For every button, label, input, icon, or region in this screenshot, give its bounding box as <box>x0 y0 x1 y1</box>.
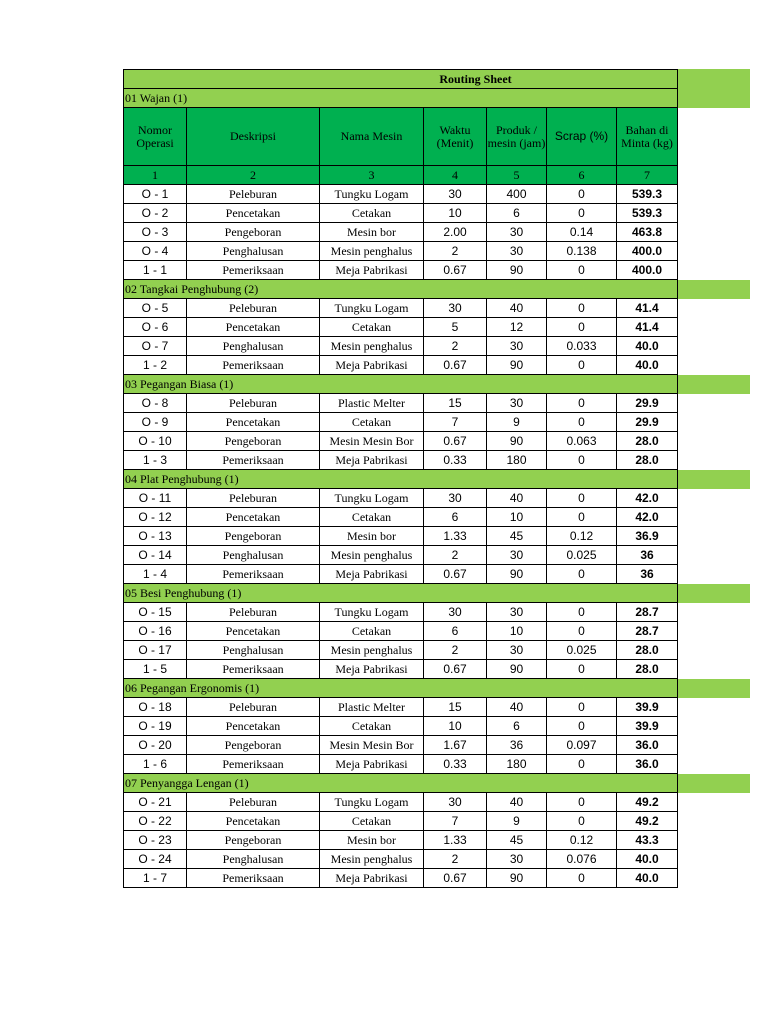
header-produk-mesin: Produk / mesin (jam) <box>487 108 547 166</box>
cell-bahan: 41.4 <box>617 318 678 337</box>
cell-waktu: 2 <box>424 641 487 660</box>
cell-bahan: 43.3 <box>617 831 678 850</box>
cell-deskripsi: Penghalusan <box>187 850 320 869</box>
cell-produk-mesin: 45 <box>487 527 547 546</box>
column-number: 1 <box>123 166 187 185</box>
cell-produk-mesin: 90 <box>487 261 547 280</box>
cell-deskripsi: Pengeboran <box>187 432 320 451</box>
cell-nama-mesin: Mesin bor <box>320 831 424 850</box>
cell-nama-mesin: Meja Pabrikasi <box>320 356 424 375</box>
cell-scrap: 0 <box>547 622 617 641</box>
cell-waktu: 1.33 <box>424 831 487 850</box>
group-row <box>123 679 750 698</box>
cell-nama-mesin: Meja Pabrikasi <box>320 869 424 888</box>
cell-nomor-operasi: O - 18 <box>123 698 187 717</box>
group-extension <box>678 375 750 394</box>
cell-nama-mesin: Meja Pabrikasi <box>320 660 424 679</box>
cell-produk-mesin: 90 <box>487 565 547 584</box>
group-row <box>123 774 750 793</box>
table-row <box>123 204 750 223</box>
cell-bahan: 42.0 <box>617 489 678 508</box>
table-row <box>123 565 750 584</box>
cell-nama-mesin: Tungku Logam <box>320 185 424 204</box>
cell-bahan: 400.0 <box>617 261 678 280</box>
cell-bahan: 36.0 <box>617 736 678 755</box>
cell-nomor-operasi: O - 3 <box>123 223 187 242</box>
group-extension <box>678 584 750 603</box>
cell-nama-mesin: Mesin penghalus <box>320 850 424 869</box>
cell-scrap: 0 <box>547 489 617 508</box>
cell-bahan: 49.2 <box>617 812 678 831</box>
table-row <box>123 318 750 337</box>
cell-nama-mesin: Plastic Melter <box>320 394 424 413</box>
cell-waktu: 0.33 <box>424 755 487 774</box>
cell-deskripsi: Pemeriksaan <box>187 261 320 280</box>
cell-deskripsi: Peleburan <box>187 793 320 812</box>
cell-waktu: 0.67 <box>424 565 487 584</box>
cell-scrap: 0 <box>547 698 617 717</box>
cell-produk-mesin: 90 <box>487 356 547 375</box>
cell-scrap: 0 <box>547 413 617 432</box>
cell-scrap: 0.14 <box>547 223 617 242</box>
cell-deskripsi: Peleburan <box>187 185 320 204</box>
group-extension <box>678 89 750 108</box>
cell-nama-mesin: Mesin Mesin Bor <box>320 432 424 451</box>
cell-nama-mesin: Cetakan <box>320 717 424 736</box>
header-bahan: Bahan di Minta (kg) <box>617 108 678 166</box>
title-extension <box>678 69 750 89</box>
cell-deskripsi: Pemeriksaan <box>187 565 320 584</box>
cell-bahan: 40.0 <box>617 337 678 356</box>
group-label: 06 Pegangan Ergonomis (1) <box>123 679 678 698</box>
cell-nama-mesin: Tungku Logam <box>320 793 424 812</box>
cell-waktu: 15 <box>424 698 487 717</box>
cell-bahan: 28.7 <box>617 603 678 622</box>
cell-scrap: 0 <box>547 204 617 223</box>
cell-nama-mesin: Mesin penghalus <box>320 546 424 565</box>
cell-bahan: 28.7 <box>617 622 678 641</box>
group-extension <box>678 774 750 793</box>
column-number: 4 <box>424 166 487 185</box>
group-extension <box>678 470 750 489</box>
cell-produk-mesin: 400 <box>487 185 547 204</box>
cell-waktu: 15 <box>424 394 487 413</box>
cell-nomor-operasi: 1 - 7 <box>123 869 187 888</box>
cell-nomor-operasi: 1 - 6 <box>123 755 187 774</box>
group-label: 05 Besi Penghubung (1) <box>123 584 678 603</box>
cell-waktu: 2 <box>424 242 487 261</box>
cell-deskripsi: Peleburan <box>187 489 320 508</box>
cell-scrap: 0 <box>547 451 617 470</box>
cell-produk-mesin: 90 <box>487 432 547 451</box>
cell-waktu: 10 <box>424 204 487 223</box>
group-row <box>123 375 750 394</box>
cell-waktu: 0.67 <box>424 869 487 888</box>
cell-deskripsi: Penghalusan <box>187 546 320 565</box>
cell-nama-mesin: Meja Pabrikasi <box>320 261 424 280</box>
cell-scrap: 0 <box>547 394 617 413</box>
cell-waktu: 2.00 <box>424 223 487 242</box>
table-row <box>123 394 750 413</box>
cell-bahan: 41.4 <box>617 299 678 318</box>
cell-deskripsi: Pemeriksaan <box>187 869 320 888</box>
cell-produk-mesin: 40 <box>487 698 547 717</box>
column-number: 3 <box>320 166 424 185</box>
cell-bahan: 28.0 <box>617 451 678 470</box>
sheet-title: Routing Sheet <box>123 69 678 89</box>
cell-waktu: 2 <box>424 546 487 565</box>
cell-bahan: 539.3 <box>617 185 678 204</box>
table-row <box>123 698 750 717</box>
cell-nomor-operasi: O - 10 <box>123 432 187 451</box>
cell-produk-mesin: 6 <box>487 717 547 736</box>
table-row <box>123 869 750 888</box>
cell-nomor-operasi: O - 5 <box>123 299 187 318</box>
group-label: 07 Penyangga Lengan (1) <box>123 774 678 793</box>
group-label: 04 Plat Penghubung (1) <box>123 470 678 489</box>
cell-waktu: 2 <box>424 337 487 356</box>
table-row <box>123 603 750 622</box>
cell-scrap: 0.138 <box>547 242 617 261</box>
cell-nomor-operasi: 1 - 3 <box>123 451 187 470</box>
cell-deskripsi: Pencetakan <box>187 717 320 736</box>
cell-produk-mesin: 180 <box>487 451 547 470</box>
cell-waktu: 5 <box>424 318 487 337</box>
table-row <box>123 432 750 451</box>
cell-bahan: 49.2 <box>617 793 678 812</box>
cell-waktu: 1.67 <box>424 736 487 755</box>
cell-deskripsi: Pemeriksaan <box>187 451 320 470</box>
cell-nomor-operasi: O - 14 <box>123 546 187 565</box>
table-row <box>123 641 750 660</box>
cell-nomor-operasi: O - 1 <box>123 185 187 204</box>
cell-deskripsi: Pencetakan <box>187 413 320 432</box>
cell-bahan: 28.0 <box>617 660 678 679</box>
cell-deskripsi: Peleburan <box>187 603 320 622</box>
group-row <box>123 280 750 299</box>
cell-nama-mesin: Plastic Melter <box>320 698 424 717</box>
cell-waktu: 7 <box>424 812 487 831</box>
table-row <box>123 185 750 204</box>
cell-scrap: 0.097 <box>547 736 617 755</box>
cell-nama-mesin: Meja Pabrikasi <box>320 565 424 584</box>
cell-produk-mesin: 9 <box>487 812 547 831</box>
cell-nama-mesin: Mesin bor <box>320 223 424 242</box>
cell-deskripsi: Pemeriksaan <box>187 660 320 679</box>
cell-produk-mesin: 12 <box>487 318 547 337</box>
cell-nomor-operasi: 1 - 1 <box>123 261 187 280</box>
cell-bahan: 28.0 <box>617 641 678 660</box>
cell-deskripsi: Peleburan <box>187 698 320 717</box>
cell-produk-mesin: 40 <box>487 489 547 508</box>
cell-scrap: 0 <box>547 565 617 584</box>
cell-scrap: 0 <box>547 660 617 679</box>
column-number-row <box>123 166 750 185</box>
table-row <box>123 242 750 261</box>
cell-waktu: 30 <box>424 185 487 204</box>
cell-produk-mesin: 45 <box>487 831 547 850</box>
cell-bahan: 40.0 <box>617 356 678 375</box>
cell-scrap: 0 <box>547 755 617 774</box>
cell-nama-mesin: Cetakan <box>320 508 424 527</box>
table-row <box>123 736 750 755</box>
table-row <box>123 717 750 736</box>
header-nomor-operasi: Nomor Operasi <box>123 108 187 166</box>
cell-nomor-operasi: O - 9 <box>123 413 187 432</box>
cell-produk-mesin: 40 <box>487 299 547 318</box>
cell-waktu: 30 <box>424 489 487 508</box>
cell-produk-mesin: 6 <box>487 204 547 223</box>
cell-bahan: 36.0 <box>617 755 678 774</box>
table-row <box>123 489 750 508</box>
cell-deskripsi: Pencetakan <box>187 812 320 831</box>
cell-scrap: 0.025 <box>547 546 617 565</box>
cell-deskripsi: Pencetakan <box>187 508 320 527</box>
cell-produk-mesin: 30 <box>487 223 547 242</box>
cell-waktu: 0.67 <box>424 261 487 280</box>
cell-bahan: 39.9 <box>617 698 678 717</box>
table-row <box>123 451 750 470</box>
cell-nomor-operasi: O - 22 <box>123 812 187 831</box>
header-nama-mesin: Nama Mesin <box>320 108 424 166</box>
cell-bahan: 539.3 <box>617 204 678 223</box>
cell-nama-mesin: Tungku Logam <box>320 603 424 622</box>
cell-produk-mesin: 40 <box>487 793 547 812</box>
cell-nomor-operasi: O - 16 <box>123 622 187 641</box>
cell-bahan: 39.9 <box>617 717 678 736</box>
cell-nama-mesin: Cetakan <box>320 318 424 337</box>
cell-nomor-operasi: O - 19 <box>123 717 187 736</box>
cell-waktu: 30 <box>424 603 487 622</box>
cell-scrap: 0 <box>547 603 617 622</box>
cell-scrap: 0 <box>547 508 617 527</box>
cell-scrap: 0 <box>547 299 617 318</box>
column-number: 7 <box>617 166 678 185</box>
cell-nama-mesin: Cetakan <box>320 812 424 831</box>
cell-scrap: 0 <box>547 356 617 375</box>
cell-nomor-operasi: O - 23 <box>123 831 187 850</box>
cell-nomor-operasi: O - 24 <box>123 850 187 869</box>
column-number: 5 <box>487 166 547 185</box>
cell-waktu: 0.67 <box>424 432 487 451</box>
group-extension <box>678 679 750 698</box>
cell-nomor-operasi: O - 13 <box>123 527 187 546</box>
cell-deskripsi: Pemeriksaan <box>187 755 320 774</box>
cell-nama-mesin: Cetakan <box>320 622 424 641</box>
cell-scrap: 0 <box>547 717 617 736</box>
cell-deskripsi: Penghalusan <box>187 337 320 356</box>
table-row <box>123 223 750 242</box>
cell-nama-mesin: Mesin penghalus <box>320 641 424 660</box>
table-row <box>123 527 750 546</box>
cell-produk-mesin: 30 <box>487 337 547 356</box>
cell-scrap: 0 <box>547 185 617 204</box>
cell-waktu: 30 <box>424 299 487 318</box>
cell-deskripsi: Penghalusan <box>187 242 320 261</box>
routing-sheet <box>123 69 750 888</box>
cell-nomor-operasi: 1 - 5 <box>123 660 187 679</box>
group-row <box>123 89 750 108</box>
cell-produk-mesin: 90 <box>487 660 547 679</box>
cell-produk-mesin: 30 <box>487 641 547 660</box>
cell-scrap: 0 <box>547 869 617 888</box>
cell-nama-mesin: Meja Pabrikasi <box>320 451 424 470</box>
cell-deskripsi: Pencetakan <box>187 318 320 337</box>
cell-scrap: 0 <box>547 318 617 337</box>
cell-deskripsi: Penghalusan <box>187 641 320 660</box>
group-row <box>123 470 750 489</box>
header-row <box>123 108 750 166</box>
group-label: 02 Tangkai Penghubung (2) <box>123 280 678 299</box>
column-number: 6 <box>547 166 617 185</box>
cell-deskripsi: Pencetakan <box>187 204 320 223</box>
table-row <box>123 337 750 356</box>
cell-scrap: 0.12 <box>547 831 617 850</box>
cell-bahan: 463.8 <box>617 223 678 242</box>
cell-nama-mesin: Cetakan <box>320 413 424 432</box>
cell-bahan: 29.9 <box>617 413 678 432</box>
table-row <box>123 356 750 375</box>
cell-nomor-operasi: O - 2 <box>123 204 187 223</box>
cell-scrap: 0.063 <box>547 432 617 451</box>
table-row <box>123 508 750 527</box>
table-row <box>123 546 750 565</box>
cell-nomor-operasi: 1 - 2 <box>123 356 187 375</box>
cell-nama-mesin: Meja Pabrikasi <box>320 755 424 774</box>
cell-nomor-operasi: O - 21 <box>123 793 187 812</box>
cell-nomor-operasi: O - 15 <box>123 603 187 622</box>
cell-scrap: 0.076 <box>547 850 617 869</box>
cell-produk-mesin: 90 <box>487 869 547 888</box>
cell-nama-mesin: Mesin penghalus <box>320 242 424 261</box>
cell-nomor-operasi: O - 4 <box>123 242 187 261</box>
cell-nomor-operasi: O - 6 <box>123 318 187 337</box>
cell-scrap: 0 <box>547 793 617 812</box>
cell-waktu: 30 <box>424 793 487 812</box>
cell-bahan: 400.0 <box>617 242 678 261</box>
table-row <box>123 622 750 641</box>
table-row <box>123 755 750 774</box>
cell-deskripsi: Pengeboran <box>187 831 320 850</box>
column-number: 2 <box>187 166 320 185</box>
cell-bahan: 42.0 <box>617 508 678 527</box>
cell-deskripsi: Pemeriksaan <box>187 356 320 375</box>
cell-nama-mesin: Cetakan <box>320 204 424 223</box>
cell-produk-mesin: 180 <box>487 755 547 774</box>
cell-produk-mesin: 30 <box>487 546 547 565</box>
title-row <box>123 69 750 89</box>
group-extension <box>678 280 750 299</box>
cell-nomor-operasi: O - 7 <box>123 337 187 356</box>
cell-produk-mesin: 9 <box>487 413 547 432</box>
cell-deskripsi: Peleburan <box>187 299 320 318</box>
cell-waktu: 0.67 <box>424 660 487 679</box>
cell-produk-mesin: 30 <box>487 242 547 261</box>
cell-nama-mesin: Mesin penghalus <box>320 337 424 356</box>
cell-produk-mesin: 10 <box>487 622 547 641</box>
cell-scrap: 0 <box>547 812 617 831</box>
header-deskripsi: Deskripsi <box>187 108 320 166</box>
cell-nama-mesin: Mesin bor <box>320 527 424 546</box>
table-row <box>123 261 750 280</box>
cell-nomor-operasi: 1 - 4 <box>123 565 187 584</box>
cell-deskripsi: Pencetakan <box>187 622 320 641</box>
table-row <box>123 660 750 679</box>
cell-nomor-operasi: O - 11 <box>123 489 187 508</box>
table-row <box>123 812 750 831</box>
cell-produk-mesin: 30 <box>487 394 547 413</box>
cell-waktu: 7 <box>424 413 487 432</box>
table-row <box>123 831 750 850</box>
table-row <box>123 413 750 432</box>
cell-nama-mesin: Tungku Logam <box>320 489 424 508</box>
cell-bahan: 36.9 <box>617 527 678 546</box>
cell-scrap: 0.033 <box>547 337 617 356</box>
group-row <box>123 584 750 603</box>
cell-deskripsi: Pengeboran <box>187 527 320 546</box>
header-scrap: Scrap (%) <box>547 108 617 166</box>
cell-nama-mesin: Mesin Mesin Bor <box>320 736 424 755</box>
cell-bahan: 40.0 <box>617 850 678 869</box>
cell-scrap: 0.025 <box>547 641 617 660</box>
cell-waktu: 0.33 <box>424 451 487 470</box>
cell-bahan: 28.0 <box>617 432 678 451</box>
cell-deskripsi: Pengeboran <box>187 223 320 242</box>
table-body <box>123 185 750 888</box>
cell-nomor-operasi: O - 12 <box>123 508 187 527</box>
cell-nomor-operasi: O - 20 <box>123 736 187 755</box>
cell-nomor-operasi: O - 8 <box>123 394 187 413</box>
cell-produk-mesin: 10 <box>487 508 547 527</box>
cell-produk-mesin: 30 <box>487 850 547 869</box>
group-label: 01 Wajan (1) <box>123 89 678 108</box>
header-waktu: Waktu (Menit) <box>424 108 487 166</box>
cell-bahan: 36 <box>617 546 678 565</box>
table-row <box>123 299 750 318</box>
cell-bahan: 36 <box>617 565 678 584</box>
cell-scrap: 0 <box>547 261 617 280</box>
cell-waktu: 10 <box>424 717 487 736</box>
cell-produk-mesin: 36 <box>487 736 547 755</box>
cell-nomor-operasi: O - 17 <box>123 641 187 660</box>
cell-deskripsi: Pengeboran <box>187 736 320 755</box>
cell-waktu: 6 <box>424 508 487 527</box>
cell-nama-mesin: Tungku Logam <box>320 299 424 318</box>
cell-waktu: 6 <box>424 622 487 641</box>
table-row <box>123 793 750 812</box>
cell-bahan: 40.0 <box>617 869 678 888</box>
cell-produk-mesin: 30 <box>487 603 547 622</box>
table-row <box>123 850 750 869</box>
cell-waktu: 1.33 <box>424 527 487 546</box>
cell-scrap: 0.12 <box>547 527 617 546</box>
group-label: 03 Pegangan Biasa (1) <box>123 375 678 394</box>
cell-waktu: 2 <box>424 850 487 869</box>
cell-waktu: 0.67 <box>424 356 487 375</box>
cell-deskripsi: Peleburan <box>187 394 320 413</box>
cell-bahan: 29.9 <box>617 394 678 413</box>
